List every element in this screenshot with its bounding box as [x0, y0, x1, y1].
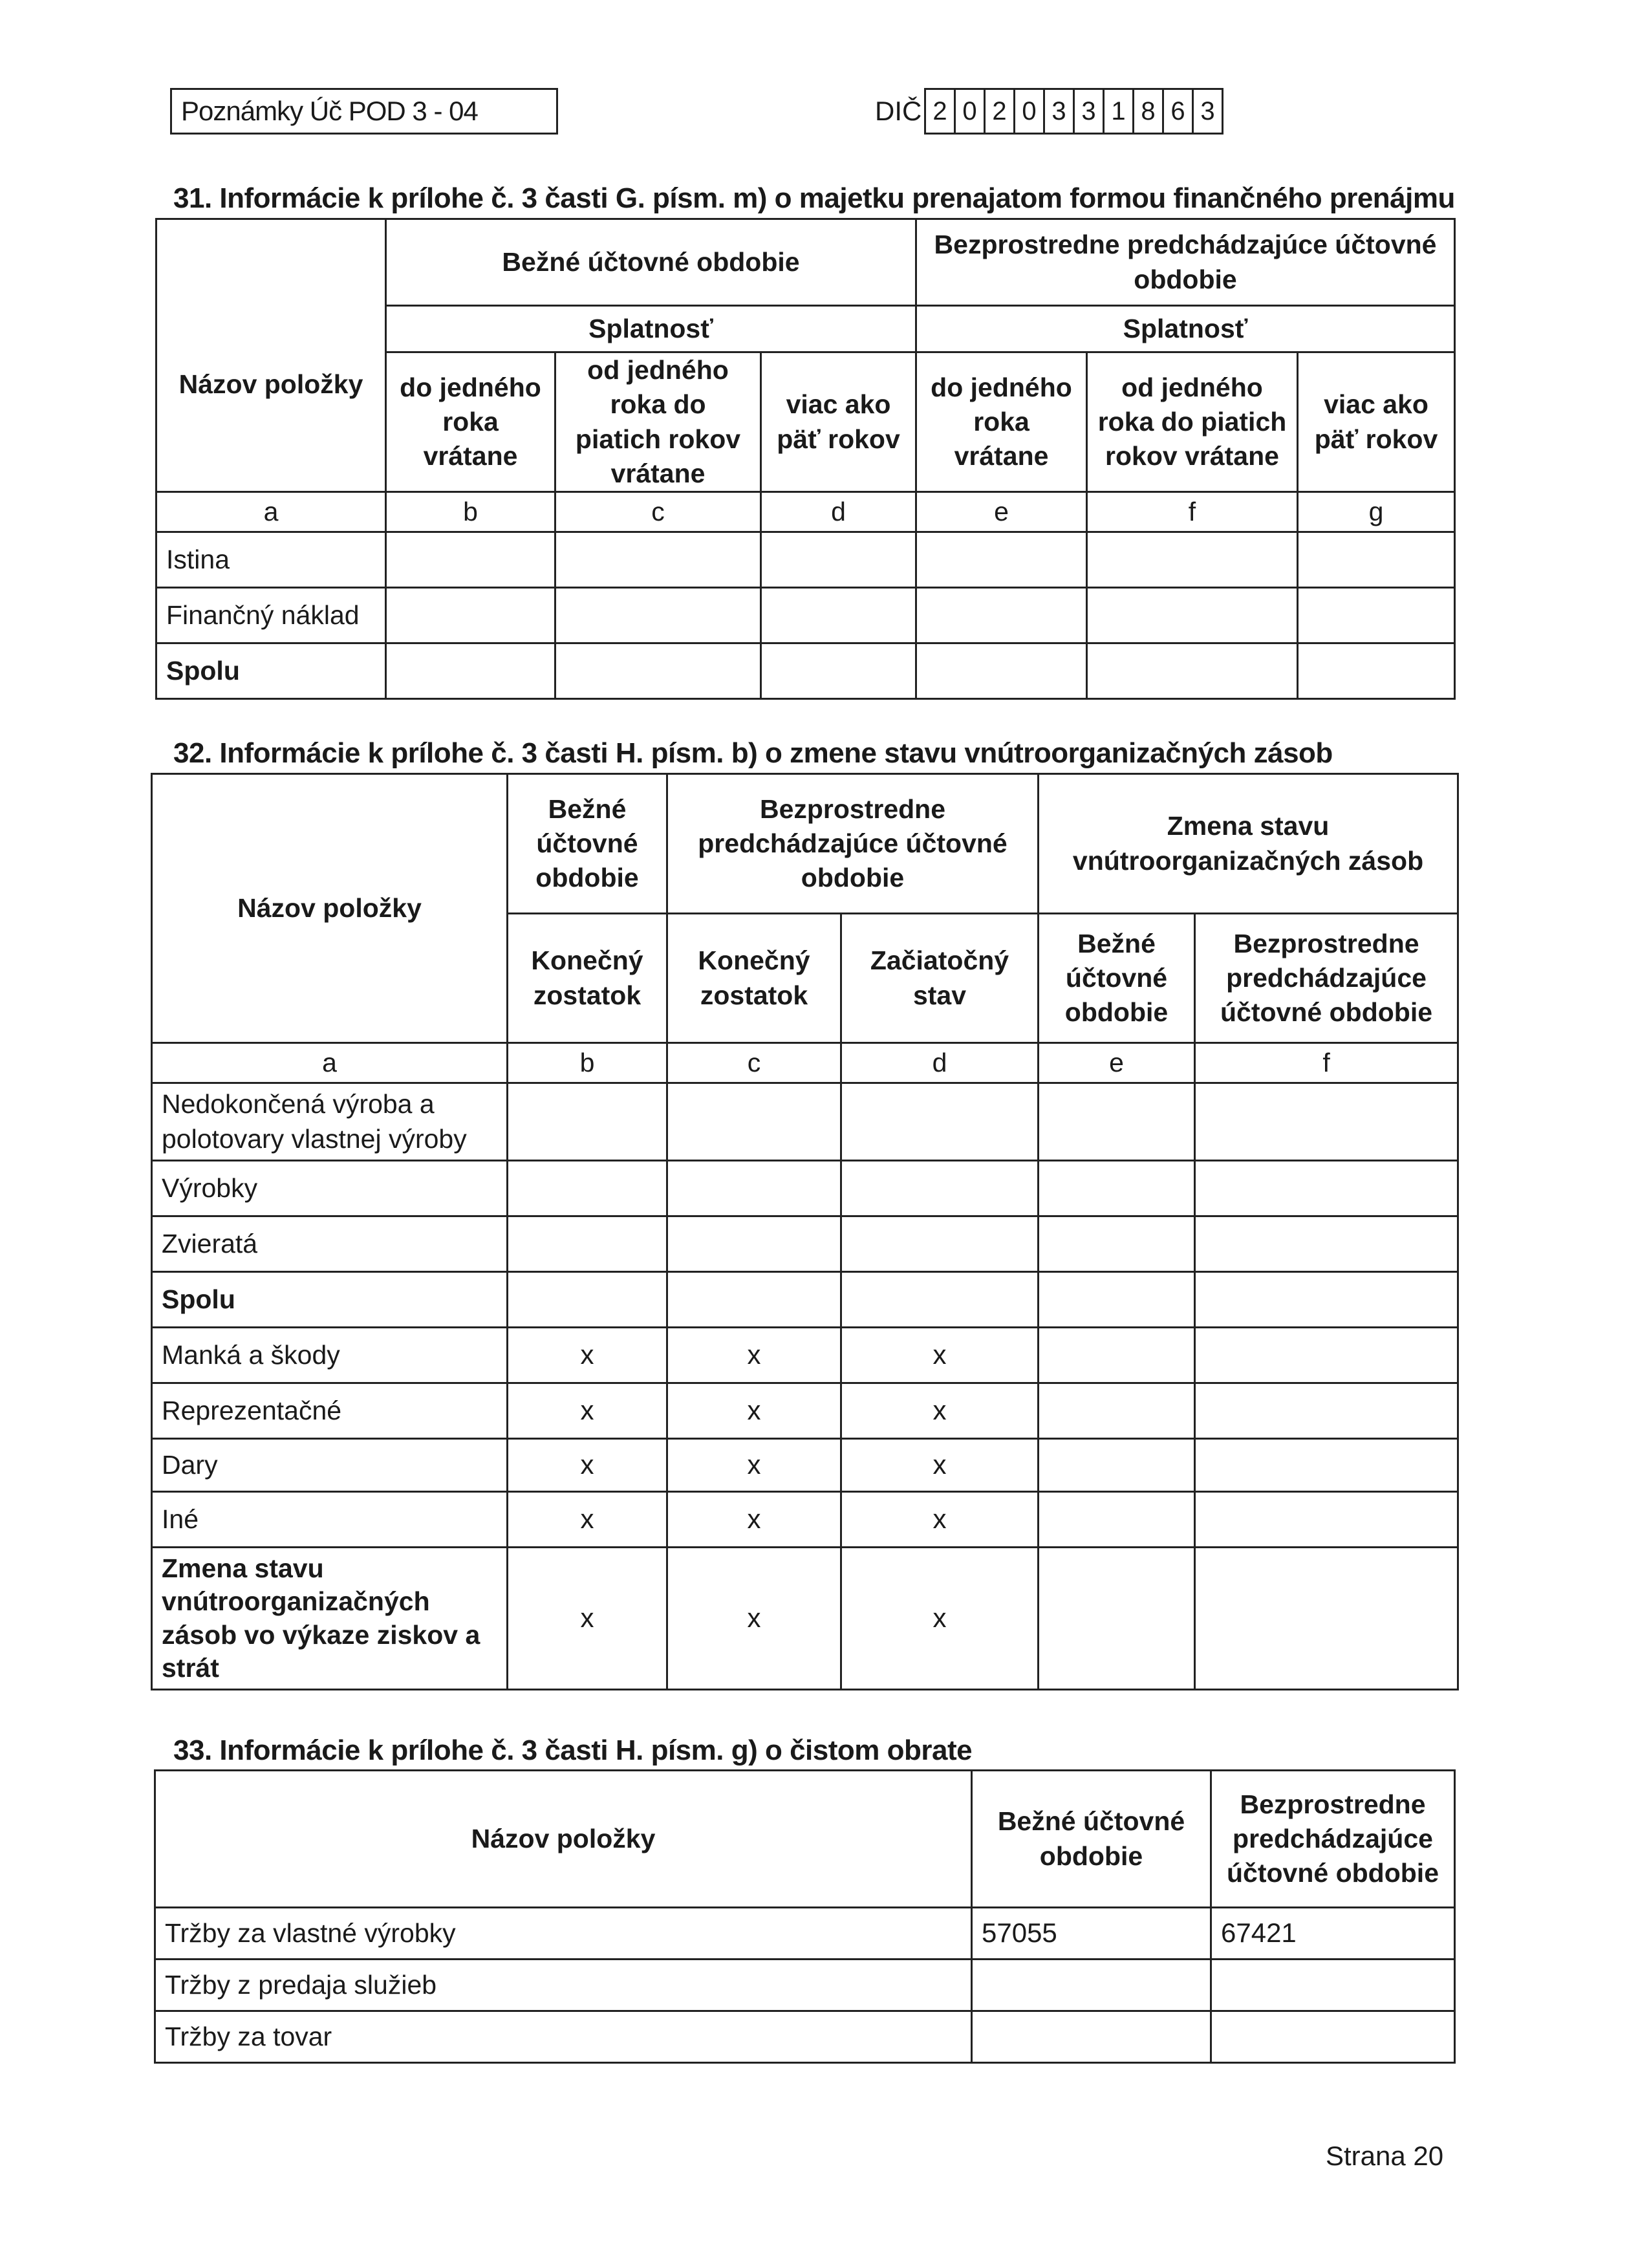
row-label: Tržby za tovar [155, 2011, 972, 2063]
table-cell [1039, 1083, 1195, 1161]
table-cell [667, 1272, 841, 1328]
table-cell [916, 588, 1087, 643]
table-cell [1211, 2011, 1455, 2063]
column-letter: c [667, 1043, 841, 1083]
page-number: Strana 20 [1326, 2141, 1444, 2171]
table-row [152, 1439, 1458, 1492]
column-header-current: Bežné účtovné obdobie [972, 1771, 1211, 1908]
table-cell [1039, 1272, 1195, 1328]
table-row [156, 588, 1455, 643]
inventory-change-table [151, 773, 1459, 1690]
period-previous-header: Bezprostredne predchádzajúce účtovné obdobie [916, 219, 1455, 306]
table-row [152, 1328, 1458, 1383]
table-cell [386, 643, 555, 699]
table-row [156, 643, 1455, 699]
table-cell: x [841, 1383, 1039, 1439]
table-cell [1195, 1272, 1458, 1328]
column-header-b: do jedného roka vrátane [386, 352, 555, 492]
table-cell [841, 1272, 1039, 1328]
table-cell: x [841, 1328, 1039, 1383]
table-cell: x [841, 1492, 1039, 1548]
row-label: Finančný náklad [156, 588, 386, 643]
column-letter: g [1298, 492, 1455, 532]
dic-digit: 8 [1132, 88, 1164, 135]
column-header-f: od jedného roka do piatich rokov vrátane [1087, 352, 1298, 492]
column-header-name: Názov položky [152, 774, 508, 1043]
table-cell [1298, 643, 1455, 699]
dic-digit: 0 [954, 88, 986, 135]
table-cell [841, 1083, 1039, 1161]
dic-digit: 2 [984, 88, 1015, 135]
table-cell: x [667, 1439, 841, 1492]
dic-digit: 3 [1192, 88, 1223, 135]
table-row [152, 1161, 1458, 1216]
table-row [152, 1548, 1458, 1690]
row-label: Spolu [152, 1272, 508, 1328]
table-cell [1298, 532, 1455, 588]
table-cell [1298, 588, 1455, 643]
table-cell: 67421 [1211, 1908, 1455, 1960]
column-letter: a [152, 1043, 508, 1083]
column-header-g: viac ako päť rokov [1298, 352, 1455, 492]
table-cell [555, 588, 761, 643]
table-cell: x [841, 1439, 1039, 1492]
table-cell [667, 1083, 841, 1161]
period-current-header: Bežné účtovné obdobie [386, 219, 916, 306]
table-cell: x [841, 1548, 1039, 1690]
group-current-header: Bežné účtovné obdobie [508, 774, 667, 914]
table-cell: x [508, 1492, 667, 1548]
table-cell [1195, 1492, 1458, 1548]
table-cell [916, 532, 1087, 588]
table-row [155, 1908, 1455, 1960]
column-letter: e [1039, 1043, 1195, 1083]
table-cell [761, 643, 916, 699]
table-cell [1039, 1548, 1195, 1690]
dic-digit: 2 [924, 88, 956, 135]
table-row [155, 1960, 1455, 2011]
table-cell [667, 1161, 841, 1216]
table-cell: x [508, 1328, 667, 1383]
table-cell: x [508, 1383, 667, 1439]
column-header-d: viac ako päť rokov [761, 352, 916, 492]
dic-digit: 1 [1103, 88, 1134, 135]
row-label: Iné [152, 1492, 508, 1548]
form-code-box [170, 88, 558, 135]
table-cell [1039, 1439, 1195, 1492]
finance-lease-table [155, 218, 1456, 700]
row-label: Tržby za vlastné výrobky [155, 1908, 972, 1960]
table-cell [555, 643, 761, 699]
table-row [152, 1216, 1458, 1272]
table-cell [508, 1272, 667, 1328]
row-label: Zvieratá [152, 1216, 508, 1272]
column-letter: e [916, 492, 1087, 532]
column-letter: a [156, 492, 386, 532]
table-cell [508, 1216, 667, 1272]
dic-digit-boxes [926, 88, 1223, 135]
table-cell [1087, 588, 1298, 643]
column-header-previous: Bezprostredne predchádzajúce účtovné obdobie [1211, 1771, 1455, 1908]
column-header-b: Konečný zostatok [508, 914, 667, 1043]
row-label: Výrobky [152, 1161, 508, 1216]
table-cell: x [667, 1548, 841, 1690]
table-cell [1087, 643, 1298, 699]
table-row [152, 1272, 1458, 1328]
table-row [152, 1083, 1458, 1161]
table-cell [386, 532, 555, 588]
dic-digit: 0 [1013, 88, 1045, 135]
table-row [155, 2011, 1455, 2063]
group-previous-header: Bezprostredne predchádzajúce účtovné obdobie [667, 774, 1039, 914]
table-cell [555, 532, 761, 588]
table-cell [1087, 532, 1298, 588]
dic-digit: 3 [1043, 88, 1075, 135]
row-label: Manká a škody [152, 1328, 508, 1383]
dic-label: DIČ [875, 96, 922, 126]
form-code: Poznámky Úč POD 3 - 04 [181, 96, 478, 126]
maturity-header: Splatnosť [916, 306, 1455, 352]
dic-digit: 3 [1073, 88, 1105, 135]
row-label: Dary [152, 1439, 508, 1492]
row-label: Zmena stavu vnútroorganizačných zásob vo výkaze ziskov a strát [152, 1548, 508, 1690]
column-letter: d [761, 492, 916, 532]
table-cell: x [508, 1548, 667, 1690]
table-cell [841, 1161, 1039, 1216]
table-cell [1039, 1328, 1195, 1383]
table-cell [972, 2011, 1211, 2063]
table-cell [972, 1960, 1211, 2011]
table-cell: x [667, 1492, 841, 1548]
table-cell: x [667, 1383, 841, 1439]
table-row [152, 1492, 1458, 1548]
table-cell [1039, 1383, 1195, 1439]
row-label: Spolu [156, 643, 386, 699]
row-label: Reprezentačné [152, 1383, 508, 1439]
table-cell [841, 1216, 1039, 1272]
table-cell: x [667, 1328, 841, 1383]
table-cell [1211, 1960, 1455, 2011]
table-row [152, 1383, 1458, 1439]
column-letter: d [841, 1043, 1039, 1083]
column-header-e: Bežné účtovné obdobie [1039, 914, 1195, 1043]
table-cell [1195, 1548, 1458, 1690]
table-cell [1195, 1439, 1458, 1492]
table-cell [1195, 1328, 1458, 1383]
table-cell [386, 588, 555, 643]
column-letter: c [555, 492, 761, 532]
dic-digit: 6 [1162, 88, 1194, 135]
row-label: Nedokončená výroba a polotovary vlastnej výroby [152, 1083, 508, 1161]
table-cell [508, 1083, 667, 1161]
table-row [156, 532, 1455, 588]
column-letter: b [508, 1043, 667, 1083]
table-cell [1039, 1216, 1195, 1272]
row-label: Istina [156, 532, 386, 588]
table-cell [1039, 1161, 1195, 1216]
table-cell [1039, 1492, 1195, 1548]
table-cell [916, 643, 1087, 699]
table-cell [508, 1161, 667, 1216]
table-cell [761, 532, 916, 588]
table-cell [1195, 1216, 1458, 1272]
column-header-name: Názov položky [156, 219, 386, 492]
column-header-c: Konečný zostatok [667, 914, 841, 1043]
table-cell [1195, 1083, 1458, 1161]
table-cell [761, 588, 916, 643]
column-header-d: Začiatočný stav [841, 914, 1039, 1043]
maturity-header: Splatnosť [386, 306, 916, 352]
column-header-name: Názov položky [155, 1771, 972, 1908]
column-header-e: do jedného roka vrátane [916, 352, 1087, 492]
table-cell [1195, 1161, 1458, 1216]
net-turnover-table [154, 1769, 1456, 2064]
table-cell: x [508, 1439, 667, 1492]
table-cell [1195, 1383, 1458, 1439]
column-letter: f [1087, 492, 1298, 532]
table-cell: 57055 [972, 1908, 1211, 1960]
column-header-f: Bezprostredne predchádzajúce účtovné obdobie [1195, 914, 1458, 1043]
table-cell [667, 1216, 841, 1272]
row-label: Tržby z predaja služieb [155, 1960, 972, 2011]
column-header-c: od jedného roka do piatich rokov vrátane [555, 352, 761, 492]
section-32-title: 32. Informácie k prílohe č. 3 časti H. písm. b) o zmene stavu vnútroorganizačných zásob [173, 737, 1333, 769]
column-letter: b [386, 492, 555, 532]
group-change-header: Zmena stavu vnútroorganizačných zásob [1039, 774, 1458, 914]
section-31-title: 31. Informácie k prílohe č. 3 časti G. písm. m) o majetku prenajatom formou finančného prenájmu [173, 182, 1455, 214]
section-33-title: 33. Informácie k prílohe č. 3 časti H. písm. g) o čistom obrate [173, 1734, 973, 1766]
column-letter: f [1195, 1043, 1458, 1083]
